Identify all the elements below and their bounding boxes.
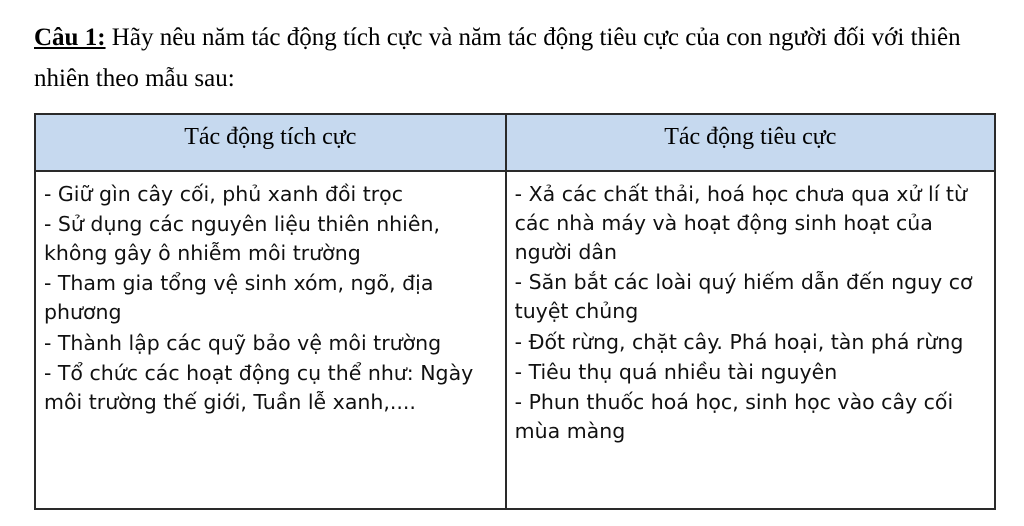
list-item: - Săn bắt các loài quý hiếm dẫn đến nguy cơ tuyệt chủng: [514, 270, 980, 324]
question-paragraph: [34, 18, 994, 99]
question-text: Hãy nêu năm tác động tích cực và năm tác động tiêu cực của con người đối với thiên nhiên theo mẫu sau:: [34, 24, 961, 92]
table-row: [35, 171, 995, 509]
column-header-negative: Tác động tiêu cực: [506, 114, 995, 171]
column-header-positive: Tác động tích cực: [35, 114, 506, 171]
list-item: - Đốt rừng, chặt cây. Phá hoại, tàn phá rừng: [514, 329, 964, 354]
list-item: - Phun thuốc hoá học, sinh học vào cây cối mùa màng: [514, 389, 960, 443]
negative-impact-list: [515, 180, 986, 446]
list-item: - Thành lập các quỹ bảo vệ môi trường: [44, 330, 442, 355]
question-label: Câu 1:: [34, 24, 106, 51]
impact-table: [34, 113, 996, 510]
cell-positive-impacts: [35, 171, 506, 509]
cell-negative-impacts: [506, 171, 995, 509]
list-item: - Giữ gìn cây cối, phủ xanh đồi trọc: [44, 182, 404, 206]
list-item: - Xả các chất thải, hoá học chưa qua xử lí từ các nhà máy và hoạt động sinh hoạt của người dân: [514, 182, 974, 265]
positive-impact-list: [44, 180, 497, 417]
list-item: - Tổ chức các hoạt động cụ thể như: Ngày môi trường thế giới, Tuần lễ xanh,....: [44, 360, 480, 414]
list-item: - Tham gia tổng vệ sinh xóm, ngõ, địa phương: [44, 271, 440, 325]
list-item: - Sử dụng các nguyên liệu thiên nhiên, không gây ô nhiễm môi trường: [44, 212, 447, 266]
table-header-row: [35, 114, 995, 171]
list-item: - Tiêu thụ quá nhiều tài nguyên: [514, 359, 838, 384]
